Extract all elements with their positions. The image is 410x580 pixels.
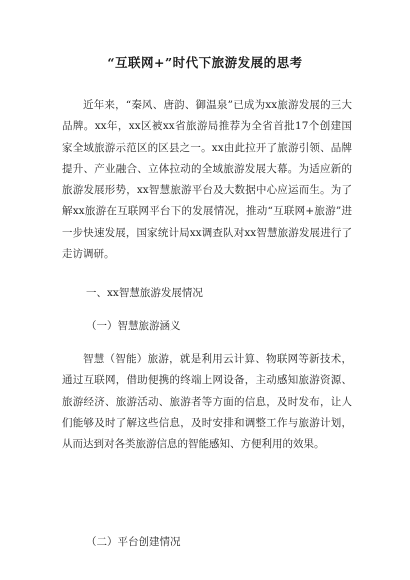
document-title: “互联网+”时代下旅游发展的思考 — [107, 55, 303, 70]
intro-paragraph: 近年来，“秦风、唐韵、御温泉”已成为xx旅游发展的三大品牌。xx年，xx区被xx省旅游局推荐为全省首批17个创建国家全域旅游示范区的区县之一。xx由此拉开了旅游引领、品牌提升、产业融合、立体拉动的全域旅游发展大幕。为适应新的旅游发展形势，xx智慧旅游平台及大数据中心应运而生。为了解xx旅游在互联网平台下的发展情况，推动“互联网+旅游”进一步快速发展，国家统计局xx调查队对xx智慧旅游发展进行了走访调研。 — [62, 99, 352, 261]
subsection-heading: （一）智慧旅游涵义 — [86, 320, 181, 332]
subsection-heading: （二）平台创建情况 — [86, 536, 181, 548]
section-heading: 一、xx智慧旅游发展情况 — [86, 287, 203, 299]
body-paragraph: 智慧（智能）旅游，就是利用云计算、物联网等新技术，通过互联网，借助便携的终端上网设备，主动感知旅游资源、旅游经济、旅游活动、旅游者等方面的信息，及时发布，让人们能够及时了解这些信息，及时安排和调整工作与旅游计划，从而达到对各类旅游信息的智能感知、方便利用的效果。 — [62, 353, 352, 451]
